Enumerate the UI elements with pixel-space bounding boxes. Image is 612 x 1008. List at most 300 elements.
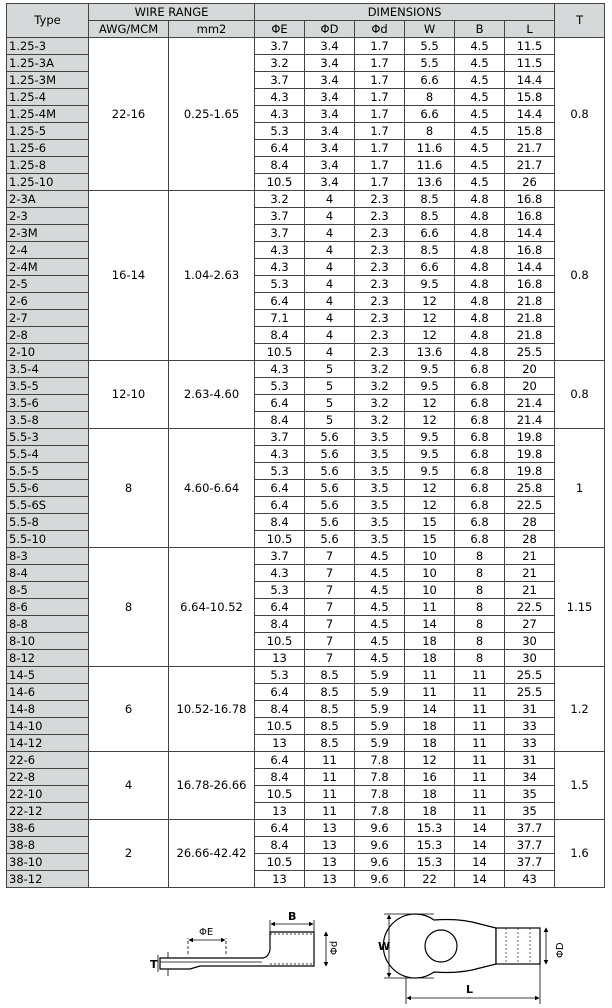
type-cell: 8-5 [7,582,89,599]
dim-phi-d-upper-cell: 7 [305,633,355,650]
dim-b-cell: 4.5 [455,123,505,140]
type-cell: 3.5-8 [7,412,89,429]
dim-phi-d-lower-cell: 1.7 [355,72,405,89]
dim-phi-e-cell: 3.7 [255,225,305,242]
dim-phi-e-cell: 6.4 [255,820,305,837]
dim-b-cell: 11 [455,752,505,769]
dim-l-cell: 34 [505,769,555,786]
awg-cell: 4 [89,752,169,820]
dim-phi-d-lower-cell: 2.3 [355,225,405,242]
mm2-cell: 1.04-2.63 [169,191,255,361]
dim-phi-e-cell: 8.4 [255,412,305,429]
dim-b-cell: 8 [455,599,505,616]
dim-l-cell: 25.5 [505,344,555,361]
type-cell: 1.25-3M [7,72,89,89]
dim-w-cell: 8 [405,89,455,106]
dim-b-cell: 4.8 [455,344,505,361]
dim-l-cell: 31 [505,701,555,718]
dim-l-cell: 21.8 [505,327,555,344]
dim-phi-e-cell: 3.7 [255,429,305,446]
dim-w-cell: 15.3 [405,854,455,871]
dim-phi-e-cell: 4.3 [255,361,305,378]
dim-phi-d-lower-cell: 9.6 [355,837,405,854]
dim-b-cell: 6.8 [455,446,505,463]
dim-l-cell: 21 [505,565,555,582]
dim-b-cell: 8 [455,616,505,633]
dim-phi-d-upper-cell: 4 [305,208,355,225]
dim-phi-e-cell: 3.7 [255,38,305,55]
dim-b-cell: 4.8 [455,310,505,327]
dim-b-cell: 6.8 [455,395,505,412]
dim-phi-d-upper-cell: 13 [305,871,355,888]
dim-w-cell: 12 [405,752,455,769]
dim-phi-d-upper-cell: 4 [305,327,355,344]
dim-phi-d-upper-cell: 5.6 [305,497,355,514]
type-cell: 5.5-8 [7,514,89,531]
dim-phi-d-lower-cell: 3.5 [355,429,405,446]
dim-phi-d-upper-cell: 4 [305,259,355,276]
header-w: W [405,21,455,38]
t-cell: 1 [555,429,605,548]
header-b: B [455,21,505,38]
dim-phi-d-lower-cell: 4.5 [355,548,405,565]
type-cell: 8-10 [7,633,89,650]
dim-w-cell: 13.6 [405,344,455,361]
dim-b-cell: 14 [455,837,505,854]
dim-phi-d-upper-cell: 3.4 [305,106,355,123]
dim-w-cell: 8.5 [405,242,455,259]
dim-phi-d-upper-cell: 7 [305,565,355,582]
dim-phi-d-upper-cell: 7 [305,582,355,599]
dim-l-cell: 21 [505,548,555,565]
dim-b-cell: 11 [455,769,505,786]
dim-phi-e-cell: 4.3 [255,446,305,463]
label-w: W [378,940,391,953]
dim-phi-e-cell: 5.3 [255,276,305,293]
mm2-cell: 0.25-1.65 [169,38,255,191]
awg-cell: 12-10 [89,361,169,429]
dim-phi-d-upper-cell: 7 [305,650,355,667]
dim-phi-d-upper-cell: 3.4 [305,174,355,191]
dim-w-cell: 12 [405,497,455,514]
dim-phi-d-upper-cell: 11 [305,803,355,820]
label-phi-e: ΦE [199,927,214,938]
table-row [7,38,605,55]
dim-b-cell: 4.8 [455,276,505,293]
dim-phi-e-cell: 8.4 [255,701,305,718]
type-cell: 14-6 [7,684,89,701]
dim-l-cell: 14.4 [505,106,555,123]
dim-w-cell: 9.5 [405,378,455,395]
dim-l-cell: 21.7 [505,157,555,174]
dim-phi-d-upper-cell: 7 [305,616,355,633]
dim-phi-d-upper-cell: 4 [305,242,355,259]
t-cell: 1.15 [555,548,605,667]
dim-w-cell: 15 [405,514,455,531]
dim-phi-e-cell: 4.3 [255,106,305,123]
dim-phi-e-cell: 8.4 [255,616,305,633]
dim-w-cell: 11.6 [405,157,455,174]
dim-l-cell: 25.5 [505,684,555,701]
dim-b-cell: 4.8 [455,242,505,259]
mm2-cell: 2.63-4.60 [169,361,255,429]
type-cell: 2-3A [7,191,89,208]
dim-b-cell: 6.8 [455,531,505,548]
dim-l-cell: 21.4 [505,395,555,412]
dim-phi-d-lower-cell: 3.5 [355,514,405,531]
dim-l-cell: 33 [505,735,555,752]
dim-b-cell: 6.8 [455,480,505,497]
type-cell: 3.5-6 [7,395,89,412]
spec-table [6,3,605,888]
type-cell: 1.25-3A [7,55,89,72]
type-cell: 5.5-5 [7,463,89,480]
dim-l-cell: 25.5 [505,667,555,684]
dim-w-cell: 15.3 [405,820,455,837]
type-cell: 1.25-5 [7,123,89,140]
dim-l-cell: 37.7 [505,837,555,854]
dim-w-cell: 15.3 [405,837,455,854]
dim-phi-d-lower-cell: 3.5 [355,446,405,463]
dim-phi-d-lower-cell: 3.5 [355,497,405,514]
dim-phi-d-lower-cell: 9.6 [355,820,405,837]
dim-phi-d-lower-cell: 5.9 [355,667,405,684]
dim-b-cell: 4.8 [455,327,505,344]
dim-phi-d-upper-cell: 8.5 [305,718,355,735]
dim-phi-e-cell: 13 [255,803,305,820]
dim-l-cell: 21.7 [505,140,555,157]
dim-phi-d-lower-cell: 1.7 [355,123,405,140]
dim-b-cell: 6.8 [455,361,505,378]
dim-phi-d-lower-cell: 5.9 [355,684,405,701]
dim-phi-d-upper-cell: 13 [305,854,355,871]
dim-w-cell: 8 [405,123,455,140]
dim-w-cell: 16 [405,769,455,786]
dim-phi-d-lower-cell: 1.7 [355,140,405,157]
dim-b-cell: 6.8 [455,497,505,514]
type-cell: 14-5 [7,667,89,684]
dim-w-cell: 15 [405,531,455,548]
dim-phi-d-upper-cell: 5.6 [305,446,355,463]
dim-phi-d-upper-cell: 3.4 [305,89,355,106]
dim-phi-d-lower-cell: 2.3 [355,208,405,225]
dim-b-cell: 8 [455,548,505,565]
label-phi-d-lower: Φd [329,940,340,955]
dim-phi-e-cell: 6.4 [255,752,305,769]
dim-l-cell: 43 [505,871,555,888]
dim-phi-e-cell: 3.2 [255,191,305,208]
dim-w-cell: 18 [405,633,455,650]
dim-w-cell: 18 [405,803,455,820]
dim-phi-d-lower-cell: 9.6 [355,854,405,871]
dim-w-cell: 11 [405,599,455,616]
type-cell: 38-10 [7,854,89,871]
mm2-cell: 26.66-42.42 [169,820,255,888]
table-body [7,38,605,888]
dim-phi-d-upper-cell: 5.6 [305,429,355,446]
dim-b-cell: 11 [455,803,505,820]
dim-phi-e-cell: 10.5 [255,633,305,650]
type-cell: 8-8 [7,616,89,633]
t-cell: 0.8 [555,38,605,191]
type-cell: 22-8 [7,769,89,786]
type-cell: 3.5-4 [7,361,89,378]
dim-b-cell: 11 [455,718,505,735]
dim-l-cell: 15.8 [505,89,555,106]
dim-w-cell: 12 [405,395,455,412]
dim-w-cell: 10 [405,565,455,582]
dim-phi-d-lower-cell: 4.5 [355,633,405,650]
dim-phi-d-upper-cell: 4 [305,276,355,293]
dim-l-cell: 21.8 [505,310,555,327]
dim-phi-d-lower-cell: 3.2 [355,378,405,395]
dim-phi-e-cell: 6.4 [255,140,305,157]
dim-w-cell: 9.5 [405,361,455,378]
dim-phi-d-upper-cell: 13 [305,837,355,854]
dim-b-cell: 8 [455,565,505,582]
dim-w-cell: 12 [405,480,455,497]
dim-phi-d-lower-cell: 2.3 [355,191,405,208]
awg-cell: 8 [89,429,169,548]
type-cell: 2-5 [7,276,89,293]
dim-l-cell: 15.8 [505,123,555,140]
dim-l-cell: 35 [505,803,555,820]
dim-phi-e-cell: 8.4 [255,837,305,854]
header-phi-e: ΦE [255,21,305,38]
dim-phi-e-cell: 4.3 [255,259,305,276]
dim-b-cell: 6.8 [455,412,505,429]
dim-b-cell: 14 [455,871,505,888]
type-cell: 5.5-6S [7,497,89,514]
type-cell: 8-6 [7,599,89,616]
dim-w-cell: 6.6 [405,72,455,89]
type-cell: 2-4M [7,259,89,276]
dim-phi-d-upper-cell: 8.5 [305,667,355,684]
t-cell: 1.2 [555,667,605,752]
dim-l-cell: 16.8 [505,242,555,259]
dim-w-cell: 18 [405,786,455,803]
dim-b-cell: 11 [455,786,505,803]
dim-l-cell: 28 [505,514,555,531]
dim-w-cell: 11 [405,667,455,684]
dim-b-cell: 4.8 [455,293,505,310]
dim-phi-d-lower-cell: 2.3 [355,310,405,327]
header-awg: AWG/MCM [89,21,169,38]
dim-phi-e-cell: 5.3 [255,378,305,395]
dim-phi-d-lower-cell: 3.5 [355,463,405,480]
type-cell: 22-6 [7,752,89,769]
dim-w-cell: 6.6 [405,259,455,276]
type-cell: 1.25-4 [7,89,89,106]
type-cell: 14-8 [7,701,89,718]
mm2-cell: 16.78-26.66 [169,752,255,820]
top-view [378,914,566,1004]
dim-l-cell: 33 [505,718,555,735]
dim-phi-d-lower-cell: 3.5 [355,531,405,548]
dim-w-cell: 10 [405,582,455,599]
type-cell: 2-10 [7,344,89,361]
dim-b-cell: 4.8 [455,191,505,208]
label-t: T [150,958,158,971]
type-cell: 5.5-10 [7,531,89,548]
dim-phi-d-lower-cell: 2.3 [355,242,405,259]
dim-phi-e-cell: 8.4 [255,514,305,531]
type-cell: 14-12 [7,735,89,752]
dim-b-cell: 4.8 [455,225,505,242]
dim-l-cell: 14.4 [505,72,555,89]
dim-w-cell: 6.6 [405,106,455,123]
dim-phi-d-lower-cell: 2.3 [355,327,405,344]
type-cell: 1.25-6 [7,140,89,157]
dim-w-cell: 14 [405,616,455,633]
type-cell: 14-10 [7,718,89,735]
dim-w-cell: 8.5 [405,208,455,225]
dim-phi-d-lower-cell: 1.7 [355,55,405,72]
dim-phi-e-cell: 6.4 [255,395,305,412]
dim-l-cell: 16.8 [505,208,555,225]
awg-cell: 2 [89,820,169,888]
dim-phi-d-upper-cell: 8.5 [305,701,355,718]
dim-phi-e-cell: 4.3 [255,89,305,106]
type-cell: 2-7 [7,310,89,327]
dim-phi-e-cell: 13 [255,735,305,752]
dim-b-cell: 6.8 [455,514,505,531]
dim-l-cell: 20 [505,361,555,378]
dim-phi-d-upper-cell: 5 [305,378,355,395]
dim-phi-d-upper-cell: 3.4 [305,38,355,55]
header-type: Type [7,4,89,38]
dim-l-cell: 19.8 [505,446,555,463]
table-row [7,191,605,208]
dim-phi-e-cell: 13 [255,650,305,667]
dim-phi-e-cell: 3.7 [255,548,305,565]
dim-w-cell: 18 [405,650,455,667]
dim-l-cell: 35 [505,786,555,803]
dim-w-cell: 18 [405,718,455,735]
dim-phi-e-cell: 8.4 [255,769,305,786]
dim-phi-d-upper-cell: 8.5 [305,684,355,701]
dim-b-cell: 4.5 [455,157,505,174]
dim-l-cell: 16.8 [505,276,555,293]
dim-phi-d-upper-cell: 4 [305,344,355,361]
dim-w-cell: 5.5 [405,38,455,55]
dim-l-cell: 19.8 [505,463,555,480]
dim-w-cell: 13.6 [405,174,455,191]
dim-w-cell: 12 [405,327,455,344]
dim-phi-e-cell: 5.3 [255,582,305,599]
dim-phi-e-cell: 5.3 [255,123,305,140]
dim-phi-e-cell: 3.7 [255,72,305,89]
dim-l-cell: 11.5 [505,55,555,72]
dim-l-cell: 22.5 [505,599,555,616]
dim-w-cell: 6.6 [405,225,455,242]
mm2-cell: 6.64-10.52 [169,548,255,667]
dim-phi-d-upper-cell: 3.4 [305,55,355,72]
dim-b-cell: 4.5 [455,174,505,191]
dim-phi-d-upper-cell: 5.6 [305,514,355,531]
dim-l-cell: 21 [505,582,555,599]
dim-phi-d-upper-cell: 11 [305,752,355,769]
dim-w-cell: 12 [405,412,455,429]
t-cell: 0.8 [555,361,605,429]
dim-phi-d-lower-cell: 1.7 [355,89,405,106]
dim-phi-e-cell: 6.4 [255,599,305,616]
type-cell: 2-8 [7,327,89,344]
header-phi-d-upper: ΦD [305,21,355,38]
dim-phi-e-cell: 6.4 [255,497,305,514]
dim-b-cell: 4.5 [455,72,505,89]
dim-phi-d-upper-cell: 7 [305,599,355,616]
header-phi-d-lower: Φd [355,21,405,38]
type-cell: 8-4 [7,565,89,582]
type-cell: 5.5-3 [7,429,89,446]
dim-b-cell: 4.5 [455,106,505,123]
mm2-cell: 10.52-16.78 [169,667,255,752]
dim-b-cell: 4.5 [455,140,505,157]
dim-phi-d-lower-cell: 3.2 [355,361,405,378]
dim-b-cell: 14 [455,820,505,837]
dim-l-cell: 20 [505,378,555,395]
type-cell: 5.5-6 [7,480,89,497]
dim-phi-d-upper-cell: 5 [305,395,355,412]
dim-b-cell: 11 [455,684,505,701]
dim-w-cell: 9.5 [405,463,455,480]
dim-b-cell: 6.8 [455,463,505,480]
dim-b-cell: 4.5 [455,55,505,72]
type-cell: 3.5-5 [7,378,89,395]
dim-phi-d-lower-cell: 5.9 [355,718,405,735]
dim-b-cell: 6.8 [455,378,505,395]
table-row [7,752,605,769]
dim-phi-d-lower-cell: 1.7 [355,157,405,174]
dim-phi-e-cell: 10.5 [255,531,305,548]
dim-phi-d-upper-cell: 4 [305,225,355,242]
dim-phi-e-cell: 10.5 [255,854,305,871]
dim-w-cell: 14 [405,701,455,718]
label-b: B [288,910,297,923]
dim-phi-d-lower-cell: 9.6 [355,871,405,888]
dim-phi-d-upper-cell: 4 [305,310,355,327]
dim-l-cell: 28 [505,531,555,548]
dim-b-cell: 4.5 [455,38,505,55]
dim-l-cell: 21.4 [505,412,555,429]
dim-l-cell: 22.5 [505,497,555,514]
dim-phi-e-cell: 4.3 [255,565,305,582]
dim-w-cell: 8.5 [405,191,455,208]
dim-phi-d-lower-cell: 5.9 [355,701,405,718]
dim-b-cell: 11 [455,701,505,718]
dim-phi-d-upper-cell: 3.4 [305,123,355,140]
awg-cell: 6 [89,667,169,752]
dim-b-cell: 4.8 [455,259,505,276]
header-l: L [505,21,555,38]
label-l: L [466,983,474,996]
dim-phi-d-upper-cell: 11 [305,786,355,803]
dim-phi-d-upper-cell: 5.6 [305,480,355,497]
table-row [7,361,605,378]
dim-phi-e-cell: 6.4 [255,480,305,497]
type-cell: 2-3 [7,208,89,225]
dim-b-cell: 11 [455,667,505,684]
terminal-drawing [0,892,612,1008]
table-row [7,429,605,446]
t-cell: 1.5 [555,752,605,820]
dim-phi-d-upper-cell: 5 [305,412,355,429]
dim-b-cell: 6.8 [455,429,505,446]
dim-phi-e-cell: 7.1 [255,310,305,327]
dim-phi-e-cell: 8.4 [255,157,305,174]
dim-phi-d-lower-cell: 4.5 [355,582,405,599]
